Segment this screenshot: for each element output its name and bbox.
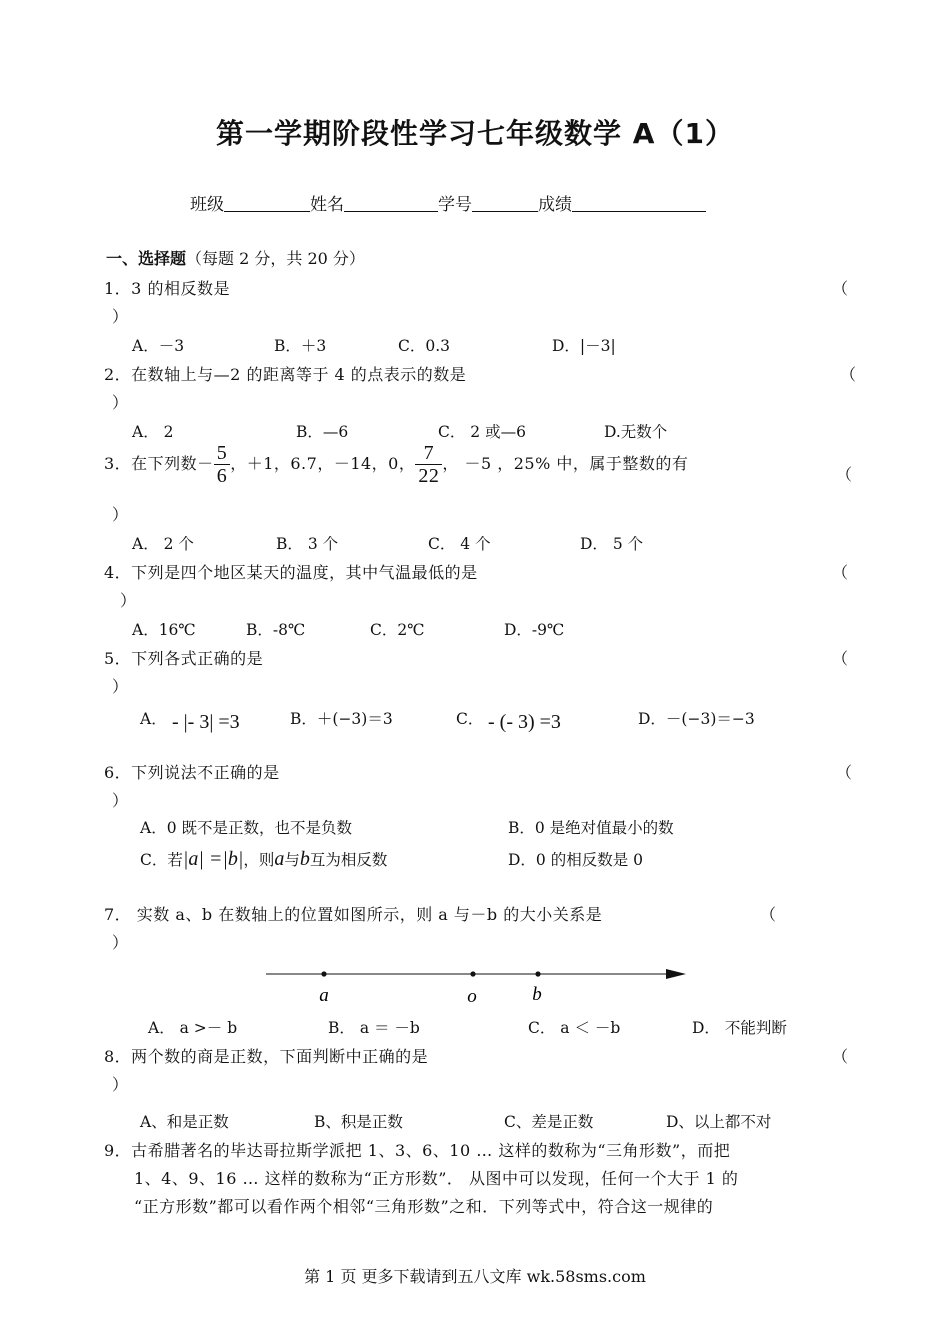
q5-stem: 5．下列各式正确的是 bbox=[104, 649, 264, 668]
q5-option-a-label: A． bbox=[140, 710, 167, 728]
q4-option-a: A．16℃ bbox=[132, 621, 196, 639]
q3-option-c: C． 4 个 bbox=[428, 535, 491, 553]
q8-option-a: A、和是正数 bbox=[140, 1113, 229, 1131]
q1-paren-close: ） bbox=[112, 307, 129, 326]
q5-option-b: B．＋(−3)＝3 bbox=[290, 710, 393, 728]
q5-option-a-expr: - |- 3| =3 bbox=[172, 711, 240, 733]
q7-option-c: C． a ＜ －b bbox=[528, 1019, 621, 1037]
q3-paren-close: ） bbox=[112, 505, 129, 524]
point-b-dot bbox=[535, 971, 540, 976]
q7-number-line bbox=[260, 962, 700, 1012]
q8-paren-close: ） bbox=[112, 1075, 129, 1094]
q4-option-b: B．-8℃ bbox=[246, 621, 306, 639]
score-label: 成绩 bbox=[538, 195, 572, 215]
q3-stem bbox=[104, 442, 688, 487]
q3-stem-mid: ，＋1，6.7，－14，0， bbox=[230, 454, 416, 473]
q3-stem-start: 3．在下列数－ bbox=[104, 454, 214, 473]
q7-option-d: D． 不能判断 bbox=[692, 1019, 787, 1037]
q6-option-b: B．0 是绝对值最小的数 bbox=[508, 819, 674, 837]
q1-option-d: D．|－3| bbox=[552, 337, 616, 355]
q6-option-c-expr: |a| =|b| bbox=[182, 848, 244, 870]
q2-paren-open: （ bbox=[840, 365, 857, 384]
q8-stem: 8．两个数的商是正数，下面判断中正确的是 bbox=[104, 1047, 429, 1066]
q6-option-a: A．0 既不是正数，也不是负数 bbox=[140, 819, 352, 837]
id-label: 学号 bbox=[438, 195, 472, 215]
q9-line-1: 9．古希腊著名的毕达哥拉斯学派把 1、3、6、10 … 这样的数称为“三角形数”，而把 bbox=[104, 1141, 731, 1160]
q6-paren-open: （ bbox=[836, 763, 853, 782]
q3-frac1-numerator: 5 bbox=[214, 442, 231, 465]
q4-paren-close: ） bbox=[120, 591, 137, 610]
q5-option-c-expr: - (- 3) =3 bbox=[488, 711, 561, 733]
q5-option-c-label: C． bbox=[456, 710, 484, 728]
q8-option-b: B、积是正数 bbox=[314, 1113, 403, 1131]
q3-frac2-numerator: 7 bbox=[415, 442, 442, 465]
point-b-label: b bbox=[532, 984, 542, 1005]
q3-option-d: D． 5 个 bbox=[580, 535, 644, 553]
q7-paren-open: （ bbox=[760, 905, 777, 924]
q2-stem: 2．在数轴上与—2 的距离等于 4 的点表示的数是 bbox=[104, 365, 467, 384]
q6-option-c-var-a: a bbox=[274, 848, 285, 870]
q8-option-d: D、以上都不对 bbox=[666, 1113, 772, 1131]
q7-option-b: B． a ＝ －b bbox=[328, 1019, 420, 1037]
q9-line-3: “正方形数”都可以看作两个相邻“三角形数”之和．下列等式中，符合这一规律的 bbox=[134, 1197, 714, 1216]
q8-paren-open: （ bbox=[832, 1047, 849, 1066]
q1-stem: 1．3 的相反数是 bbox=[104, 279, 230, 298]
q3-option-b: B． 3 个 bbox=[276, 535, 339, 553]
q2-option-b: B．—6 bbox=[296, 423, 349, 441]
q1-paren-open: （ bbox=[832, 279, 849, 298]
q8-option-c: C、差是正数 bbox=[504, 1113, 594, 1131]
q6-option-c-var-b: b bbox=[299, 848, 310, 870]
q7-stem: 7． 实数 a、b 在数轴上的位置如图所示，则 a 与－b 的大小关系是 bbox=[104, 905, 603, 924]
q6-stem: 6．下列说法不正确的是 bbox=[104, 763, 280, 782]
q9-line-2: 1、4、9、16 … 这样的数称为“正方形数”． 从图中可以发现，任何一个大于 1 的 bbox=[134, 1169, 739, 1188]
q1-option-a: A．－3 bbox=[132, 337, 185, 355]
q3-stem-end: ， －5 ，25% 中，属于整数的有 bbox=[442, 454, 689, 473]
q6-option-c-end: 互为相反数 bbox=[309, 851, 388, 869]
id-blank bbox=[472, 193, 538, 212]
q3-frac2-denominator: 22 bbox=[418, 465, 440, 487]
q6-paren-close: ） bbox=[112, 791, 129, 810]
q7-paren-close: ） bbox=[112, 933, 129, 952]
q2-paren-close: ） bbox=[112, 393, 129, 412]
student-info-line bbox=[190, 190, 706, 215]
point-a-dot bbox=[321, 971, 326, 976]
page-footer: 第 1 页 更多下载请到五八文库 wk.58sms.com bbox=[304, 1267, 646, 1286]
section-note: （每题 2 分，共 20 分） bbox=[186, 249, 365, 268]
q4-stem: 4．下列是四个地区某天的温度，其中气温最低的是 bbox=[104, 563, 478, 582]
q4-option-d: D．-9℃ bbox=[504, 621, 565, 639]
q5-paren-open: （ bbox=[832, 649, 849, 668]
q3-option-a: A． 2 个 bbox=[132, 535, 194, 553]
name-label: 姓名 bbox=[310, 195, 344, 215]
q6-option-c-mid1: ，则 bbox=[243, 851, 275, 869]
q2-option-c: C． 2 或—6 bbox=[438, 423, 526, 441]
q6-option-c bbox=[140, 848, 387, 871]
q5-paren-close: ） bbox=[112, 677, 129, 696]
q3-fraction-7-22 bbox=[415, 442, 442, 487]
q6-option-d: D．0 的相反数是 0 bbox=[508, 851, 644, 869]
page-title: 第一学期阶段性学习七年级数学 A（1） bbox=[216, 117, 734, 150]
q6-option-c-mid2: 与 bbox=[284, 851, 300, 869]
q3-frac1-denominator: 6 bbox=[216, 465, 228, 487]
point-a-label: a bbox=[319, 985, 329, 1006]
q4-option-c: C．2℃ bbox=[370, 621, 425, 639]
q1-option-b: B．＋3 bbox=[274, 337, 327, 355]
point-o-label: o bbox=[467, 986, 477, 1007]
point-o-dot bbox=[470, 971, 475, 976]
score-blank bbox=[572, 193, 706, 212]
q3-fraction-5-6 bbox=[214, 442, 231, 487]
q6-option-c-label: C．若 bbox=[140, 851, 183, 869]
class-blank bbox=[224, 193, 310, 212]
section-title: 一、选择题 bbox=[106, 249, 187, 268]
number-line-arrow-icon bbox=[666, 969, 686, 979]
q3-paren-open: （ bbox=[836, 465, 853, 484]
q7-option-a: A． a >－ b bbox=[148, 1019, 238, 1037]
section-heading bbox=[106, 246, 365, 269]
q2-option-a: A． 2 bbox=[132, 423, 174, 441]
q2-option-d: D.无数个 bbox=[604, 423, 668, 441]
q1-option-c: C．0.3 bbox=[398, 337, 451, 355]
name-blank bbox=[344, 193, 438, 212]
q5-option-d: D．－(−3)＝−3 bbox=[638, 710, 755, 728]
q4-paren-open: （ bbox=[832, 563, 849, 582]
class-label: 班级 bbox=[190, 195, 224, 215]
